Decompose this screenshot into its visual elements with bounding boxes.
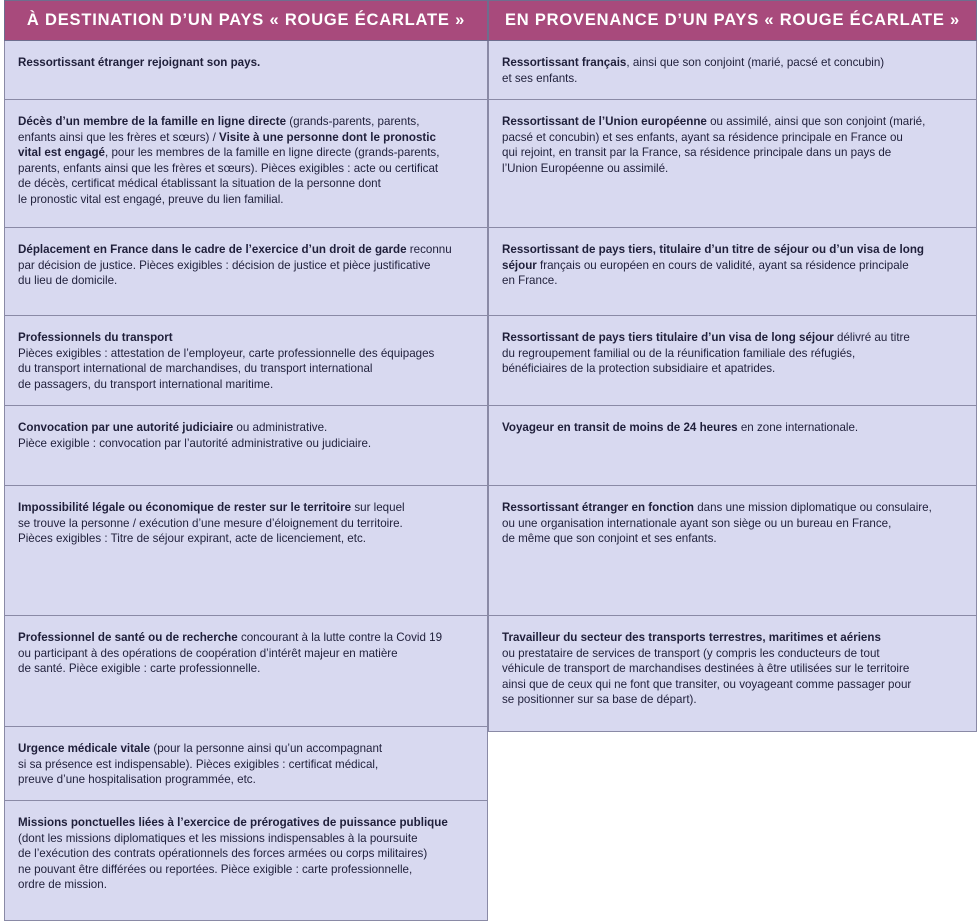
row-text: (grands-parents, parents, enfants ainsi que les frères et sœurs) /: [18, 115, 420, 144]
row-text: dans une mission diplomatique ou consulaire, ou une organisation internationale ayant son siège ou un bureau en France, de même que son conjoint et ses enfants.: [502, 501, 932, 546]
provenance-row: [488, 316, 977, 406]
destination-row: [4, 727, 488, 801]
provenance-row: [488, 41, 977, 100]
row-bold-text: Ressortissant de l’Union européenne: [502, 115, 707, 128]
destination-row: [4, 41, 488, 100]
provenance-row: [488, 616, 977, 732]
row-text: Pièces exigibles : attestation de l’employeur, carte professionnelle des équipages du transport international de marchandises, du transport international de passagers, du transport international maritime.: [18, 346, 435, 391]
row-bold-text: Voyageur en transit de moins de 24 heures: [502, 421, 738, 434]
destination-row: [4, 616, 488, 727]
destination-row: [4, 316, 488, 406]
row-bold-text: Convocation par une autorité judiciaire: [18, 421, 234, 434]
row-bold-text: Urgence médicale vitale: [18, 742, 151, 755]
destination-row: [4, 100, 488, 228]
row-text: reconnu par décision de justice. Pièces exigibles : décision de justice et pièce justificative du lieu de domicile.: [18, 243, 452, 288]
row-text: en zone internationale.: [737, 421, 859, 434]
row-bold-text: Ressortissant de pays tiers titulaire d’un visa de long séjour: [502, 331, 834, 344]
destination-row: [4, 486, 488, 616]
provenance-row: [488, 100, 977, 228]
row-bold-text: Professionnel de santé ou de recherche: [18, 631, 238, 644]
row-text: (pour la personne ainsi qu’un accompagnant si sa présence est indispensable). Pièces exigibles : certificat médical, preuve d’une hospitalisation programmée, etc.: [18, 742, 383, 787]
row-text: délivré au titre du regroupement familial ou de la réunification familiale des réfugiés, bénéficiaires de la protection subsidiaire et apatrides.: [502, 331, 910, 376]
row-text: sur lequel se trouve la personne / exécution d’une mesure d’éloignement du territoire. Pièces exigibles : Titre de séjour expirant, acte de licenciement, etc.: [18, 501, 405, 546]
row-bold-text: Impossibilité légale ou économique de rester sur le territoire: [18, 501, 352, 514]
destination-row: [4, 801, 488, 921]
row-text: ou assimilé, ainsi que son conjoint (marié, pacsé et concubin) et ses enfants, ayant sa résidence principale en France ou qui rejoint, en transit par la France, sa résidence principale dans un pays de l’Union Européenne ou assimilé.: [502, 115, 926, 175]
row-text: concourant à la lutte contre la Covid 19 ou participant à des opérations de coopération d’intérêt majeur en matière de santé. Pièce exigible : carte professionnelle.: [18, 631, 443, 676]
destination-row: [4, 228, 488, 316]
provenance-column: [488, 0, 977, 732]
row-bold-text: Déplacement en France dans le cadre de l’exercice d’un droit de garde: [18, 243, 407, 256]
row-bold-text: Missions ponctuelles liées à l’exercice de prérogatives de puissance publique: [18, 816, 448, 829]
row-text: , pour les membres de la famille en ligne directe (grands-parents, parents, enfants ainsi que les frères et sœurs). Pièces exigibles : acte ou certificat de décès, certificat médical établissant la situation de la personne dont le pronostic vital est engagé, preuve du lien familial.: [18, 146, 440, 206]
destination-row: [4, 406, 488, 486]
destination-column: [4, 0, 488, 921]
row-bold-text: Travailleur du secteur des transports terrestres, maritimes et aériens: [502, 631, 881, 644]
provenance-row: [488, 486, 977, 616]
row-text: ou prestataire de services de transport (y compris les conducteurs de tout véhicule de transport de marchandises destinées à être utilisées sur le territoire ainsi que de ceux qui ne font que transiter, ou voyageant comme passager pour se positionner sur sa base de départ).: [502, 646, 912, 707]
row-bold-text: Ressortissant étranger rejoignant son pays.: [18, 56, 261, 69]
row-bold-text: Ressortissant français: [502, 56, 627, 69]
row-bold-text: Professionnels du transport: [18, 331, 173, 344]
row-bold-text: Visite à une personne dont le pronostic vital est engagé: [18, 130, 436, 160]
row-bold-text: Décès d’un membre de la famille en ligne directe: [18, 115, 287, 128]
row-text: , ainsi que son conjoint (marié, pacsé et concubin) et ses enfants.: [502, 56, 885, 85]
provenance-row: [488, 406, 977, 486]
provenance-header: EN PROVENANCE D’UN PAYS « ROUGE ÉCARLATE »: [488, 0, 977, 41]
row-text: ou administrative. Pièce exigible : convocation par l’autorité administrative ou judiciaire.: [18, 421, 372, 450]
provenance-row: [488, 228, 977, 316]
row-text: français ou européen en cours de validité, ayant sa résidence principale en France.: [502, 258, 909, 288]
destination-header: À DESTINATION D’UN PAYS « ROUGE ÉCARLATE »: [4, 0, 488, 41]
row-bold-text: Ressortissant étranger en fonction: [502, 501, 694, 514]
row-text: (dont les missions diplomatiques et les missions indispensables à la poursuite de l’exécution des contrats opérationnels des forces armées ou corps militaires) ne pouvant être différées ou reportées. Pièce exigible : carte professionnelle, ordre de mission.: [18, 831, 428, 892]
row-bold-text: Ressortissant de pays tiers, titulaire d’un titre de séjour ou d’un visa de long séjour: [502, 243, 924, 272]
